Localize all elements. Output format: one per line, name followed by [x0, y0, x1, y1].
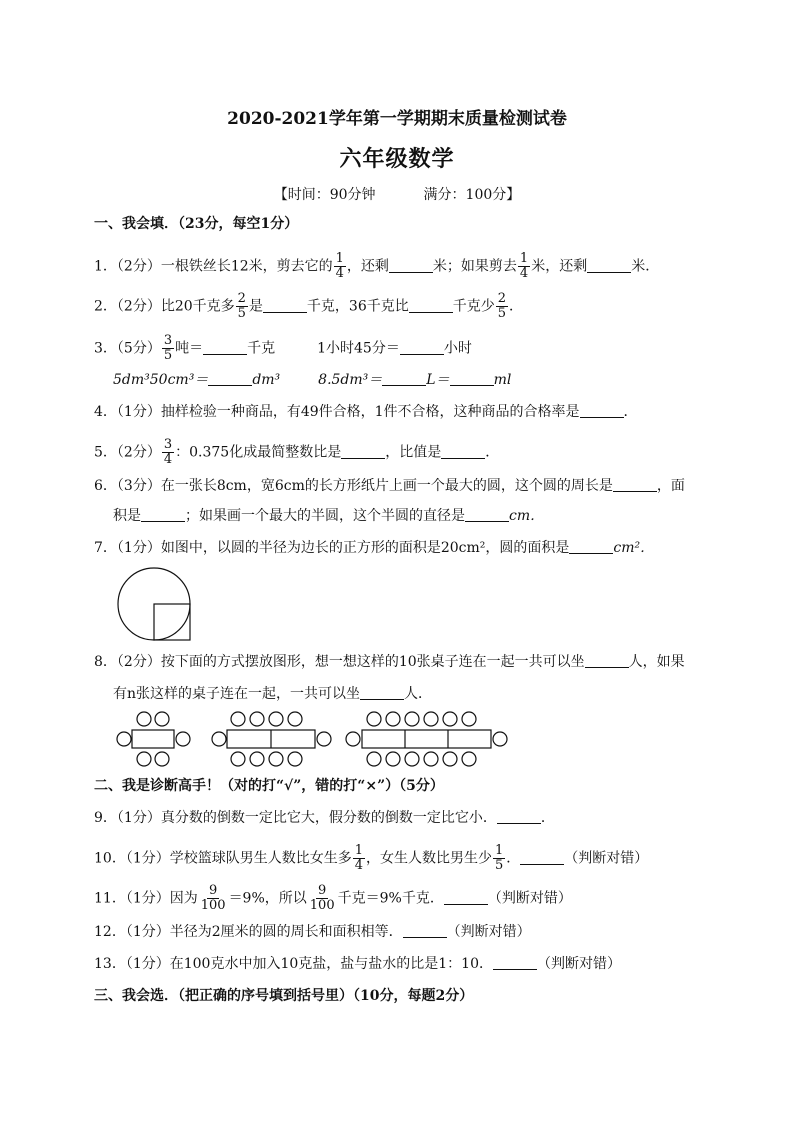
q9-text-a: 9．（1分）真分数的倒数一定比它大，假分数的倒数一定比它小． — [94, 810, 497, 826]
answer-blank[interactable] — [360, 685, 404, 700]
q8-text-c: 有n张这样的桌子连在一起，一共可以坐 — [113, 686, 361, 702]
q5-text-c: ，比值是 — [385, 444, 442, 461]
question-10 — [94, 844, 700, 873]
question-6 — [94, 476, 700, 496]
q3-text-e: 小时 — [443, 340, 472, 357]
q1-text-f: 米． — [631, 258, 660, 275]
circle-square-figure — [114, 566, 196, 644]
q3-text-a: 3．（5分） — [94, 340, 161, 357]
q11-fraction-2: $\frac{9}{100}$ — [309, 883, 335, 913]
q10-text-c: ． — [506, 850, 521, 867]
q11-text-c: 千克＝9%千克． — [337, 890, 444, 907]
two-tables-group — [212, 712, 331, 766]
q3b-text-a: 5dm³50cm³＝ — [113, 372, 209, 388]
answer-blank[interactable] — [497, 809, 541, 824]
answer-blank[interactable] — [450, 371, 494, 386]
answer-blank[interactable] — [400, 340, 444, 355]
q3-text-d: 1小时45分＝ — [317, 340, 400, 357]
q1-text-a: 1．（2分）一根铁丝长12米，剪去它的 — [94, 258, 333, 275]
q6-text-a: 6．（3分）在一张长8cm，宽6cm的长方形纸片上画一个最大的圆，这个圆的周长是 — [94, 478, 613, 494]
answer-blank[interactable] — [585, 653, 629, 668]
q10-text-b: ，女生人数比男生少 — [366, 850, 493, 867]
q4-text-b: ． — [623, 404, 638, 420]
q10-text-a: 10．（1分）学校篮球队男生人数比女生多 — [94, 850, 352, 867]
question-3-part-2 — [113, 370, 700, 390]
one-table-group — [117, 712, 190, 766]
q7-text-b: cm²． — [613, 540, 655, 556]
q3-text-b: 吨＝ — [175, 340, 204, 357]
q2-fraction-2: $\frac{2}{5}$ — [497, 291, 507, 321]
answer-blank[interactable] — [203, 340, 247, 355]
exam-score: 满分：100分】 — [423, 187, 521, 203]
three-tables-group — [346, 712, 507, 766]
answer-blank[interactable] — [382, 371, 426, 386]
question-7 — [94, 538, 700, 558]
question-9 — [94, 808, 700, 828]
exam-subject: 六年级数学 — [339, 146, 455, 172]
answer-blank[interactable] — [580, 403, 624, 418]
q11-text-a: 11．（1分）因为 — [94, 890, 198, 907]
q8-text-d: 人． — [404, 686, 433, 702]
q2-text-c: 千克，36千克比 — [306, 298, 409, 315]
question-6-cont — [113, 506, 700, 526]
answer-blank[interactable] — [493, 955, 537, 970]
question-13 — [94, 954, 700, 974]
exam-meta — [0, 184, 794, 204]
answer-blank[interactable] — [389, 258, 433, 273]
q3b-text-b: dm³ — [252, 372, 281, 388]
answer-blank[interactable] — [263, 298, 307, 313]
q3-text-c: 千克 — [247, 340, 276, 357]
q5-fraction: $\frac{3}{4}$ — [163, 437, 173, 467]
question-8 — [94, 652, 700, 672]
answer-blank[interactable] — [403, 923, 447, 938]
q10-fraction-2: $\frac{1}{5}$ — [495, 843, 504, 873]
q2-text-d: 千克少 — [452, 298, 495, 315]
tables-figure — [112, 708, 512, 774]
q6-text-e: cm． — [509, 508, 545, 524]
answer-blank[interactable] — [465, 507, 509, 522]
q10-fraction-1: $\frac{1}{4}$ — [354, 843, 364, 873]
answer-blank[interactable] — [141, 507, 185, 522]
answer-blank[interactable] — [444, 890, 488, 905]
answer-blank[interactable] — [613, 477, 657, 492]
question-2 — [94, 292, 700, 321]
q3b-text-d: L＝ — [426, 372, 450, 388]
q13-text-b: （判断对错） — [536, 956, 621, 972]
q5-text-b: ：0.375化成最简整数比是 — [175, 444, 342, 461]
question-4 — [94, 402, 700, 422]
question-1 — [94, 252, 700, 281]
q1-fraction-2: $\frac{1}{4}$ — [519, 251, 529, 281]
answer-blank[interactable] — [587, 258, 631, 273]
answer-blank[interactable] — [569, 539, 613, 554]
q11-text-b: ＝9%，所以 — [228, 890, 307, 907]
q1-text-b: ，还剩 — [346, 258, 389, 275]
exam-title: 2020-2021学年第一学期期末质量检测试卷 — [227, 109, 567, 129]
q6-text-c: 积是 — [113, 508, 141, 524]
q2-text-e: ． — [509, 298, 524, 315]
q9-text-b: ． — [540, 810, 555, 826]
section-3-heading: 三、我会选．（把正确的序号填到括号里）（10分，每题2分） — [94, 988, 474, 1004]
q4-text-a: 4．（1分）抽样检验一种商品，有49件合格，1件不合格，这种商品的合格率是 — [94, 404, 580, 420]
q2-fraction-1: $\frac{2}{5}$ — [237, 291, 246, 321]
q5-text-e: ． — [485, 444, 500, 461]
answer-blank[interactable] — [208, 371, 252, 386]
section-1-heading: 一、我会填．（23分，每空1分） — [94, 216, 299, 232]
answer-blank[interactable] — [441, 444, 485, 459]
q2-text-b: 是 — [248, 298, 263, 315]
q11-text-d: （判断对错） — [487, 890, 572, 907]
question-8-cont — [113, 684, 700, 704]
q8-text-a: 8．（2分）按下面的方式摆放图形，想一想这样的10张桌子连在一起一共可以坐 — [94, 654, 585, 670]
q3b-text-e: ml — [493, 372, 512, 388]
exam-time: 【时间：90分钟 — [273, 187, 376, 203]
section-2-heading: 二、我是诊断高手！（对的打“√”，错的打“×”）（5分） — [94, 778, 444, 794]
q6-text-d: ；如果画一个最大的半圆，这个半圆的直径是 — [185, 508, 465, 524]
q11-fraction-1: $\frac{9}{100}$ — [200, 883, 226, 913]
question-11 — [94, 884, 700, 913]
q7-text-a: 7．（1分）如图中，以圆的半径为边长的正方形的面积是20cm²，圆的面积是 — [94, 540, 570, 556]
q12-text-a: 12．（1分）半径为2厘米的圆的周长和面积相等． — [94, 924, 403, 940]
q5-text-a: 5．（2分） — [94, 444, 161, 461]
q12-text-b: （判断对错） — [446, 924, 531, 940]
q3-fraction: $\frac{3}{5}$ — [163, 333, 173, 363]
q2-text-a: 2．（2分）比20千克多 — [94, 298, 235, 315]
question-3 — [94, 334, 700, 363]
q6-text-b: ，面 — [656, 478, 685, 494]
question-12 — [94, 922, 700, 942]
q10-text-d: （判断对错） — [564, 850, 649, 867]
q13-text-a: 13．（1分）在100克水中加入10克盐，盐与盐水的比是1：10． — [94, 956, 493, 972]
answer-blank[interactable] — [409, 298, 453, 313]
question-5 — [94, 438, 700, 467]
q1-text-c: 米；如果剪去 — [432, 258, 517, 275]
q1-fraction-1: $\frac{1}{4}$ — [335, 251, 344, 281]
q8-text-b: 人，如果 — [628, 654, 685, 670]
q1-text-e: 米，还剩 — [531, 258, 588, 275]
answer-blank[interactable] — [341, 444, 385, 459]
answer-blank[interactable] — [520, 850, 564, 865]
q3b-text-c: 8.5dm³＝ — [318, 372, 383, 388]
